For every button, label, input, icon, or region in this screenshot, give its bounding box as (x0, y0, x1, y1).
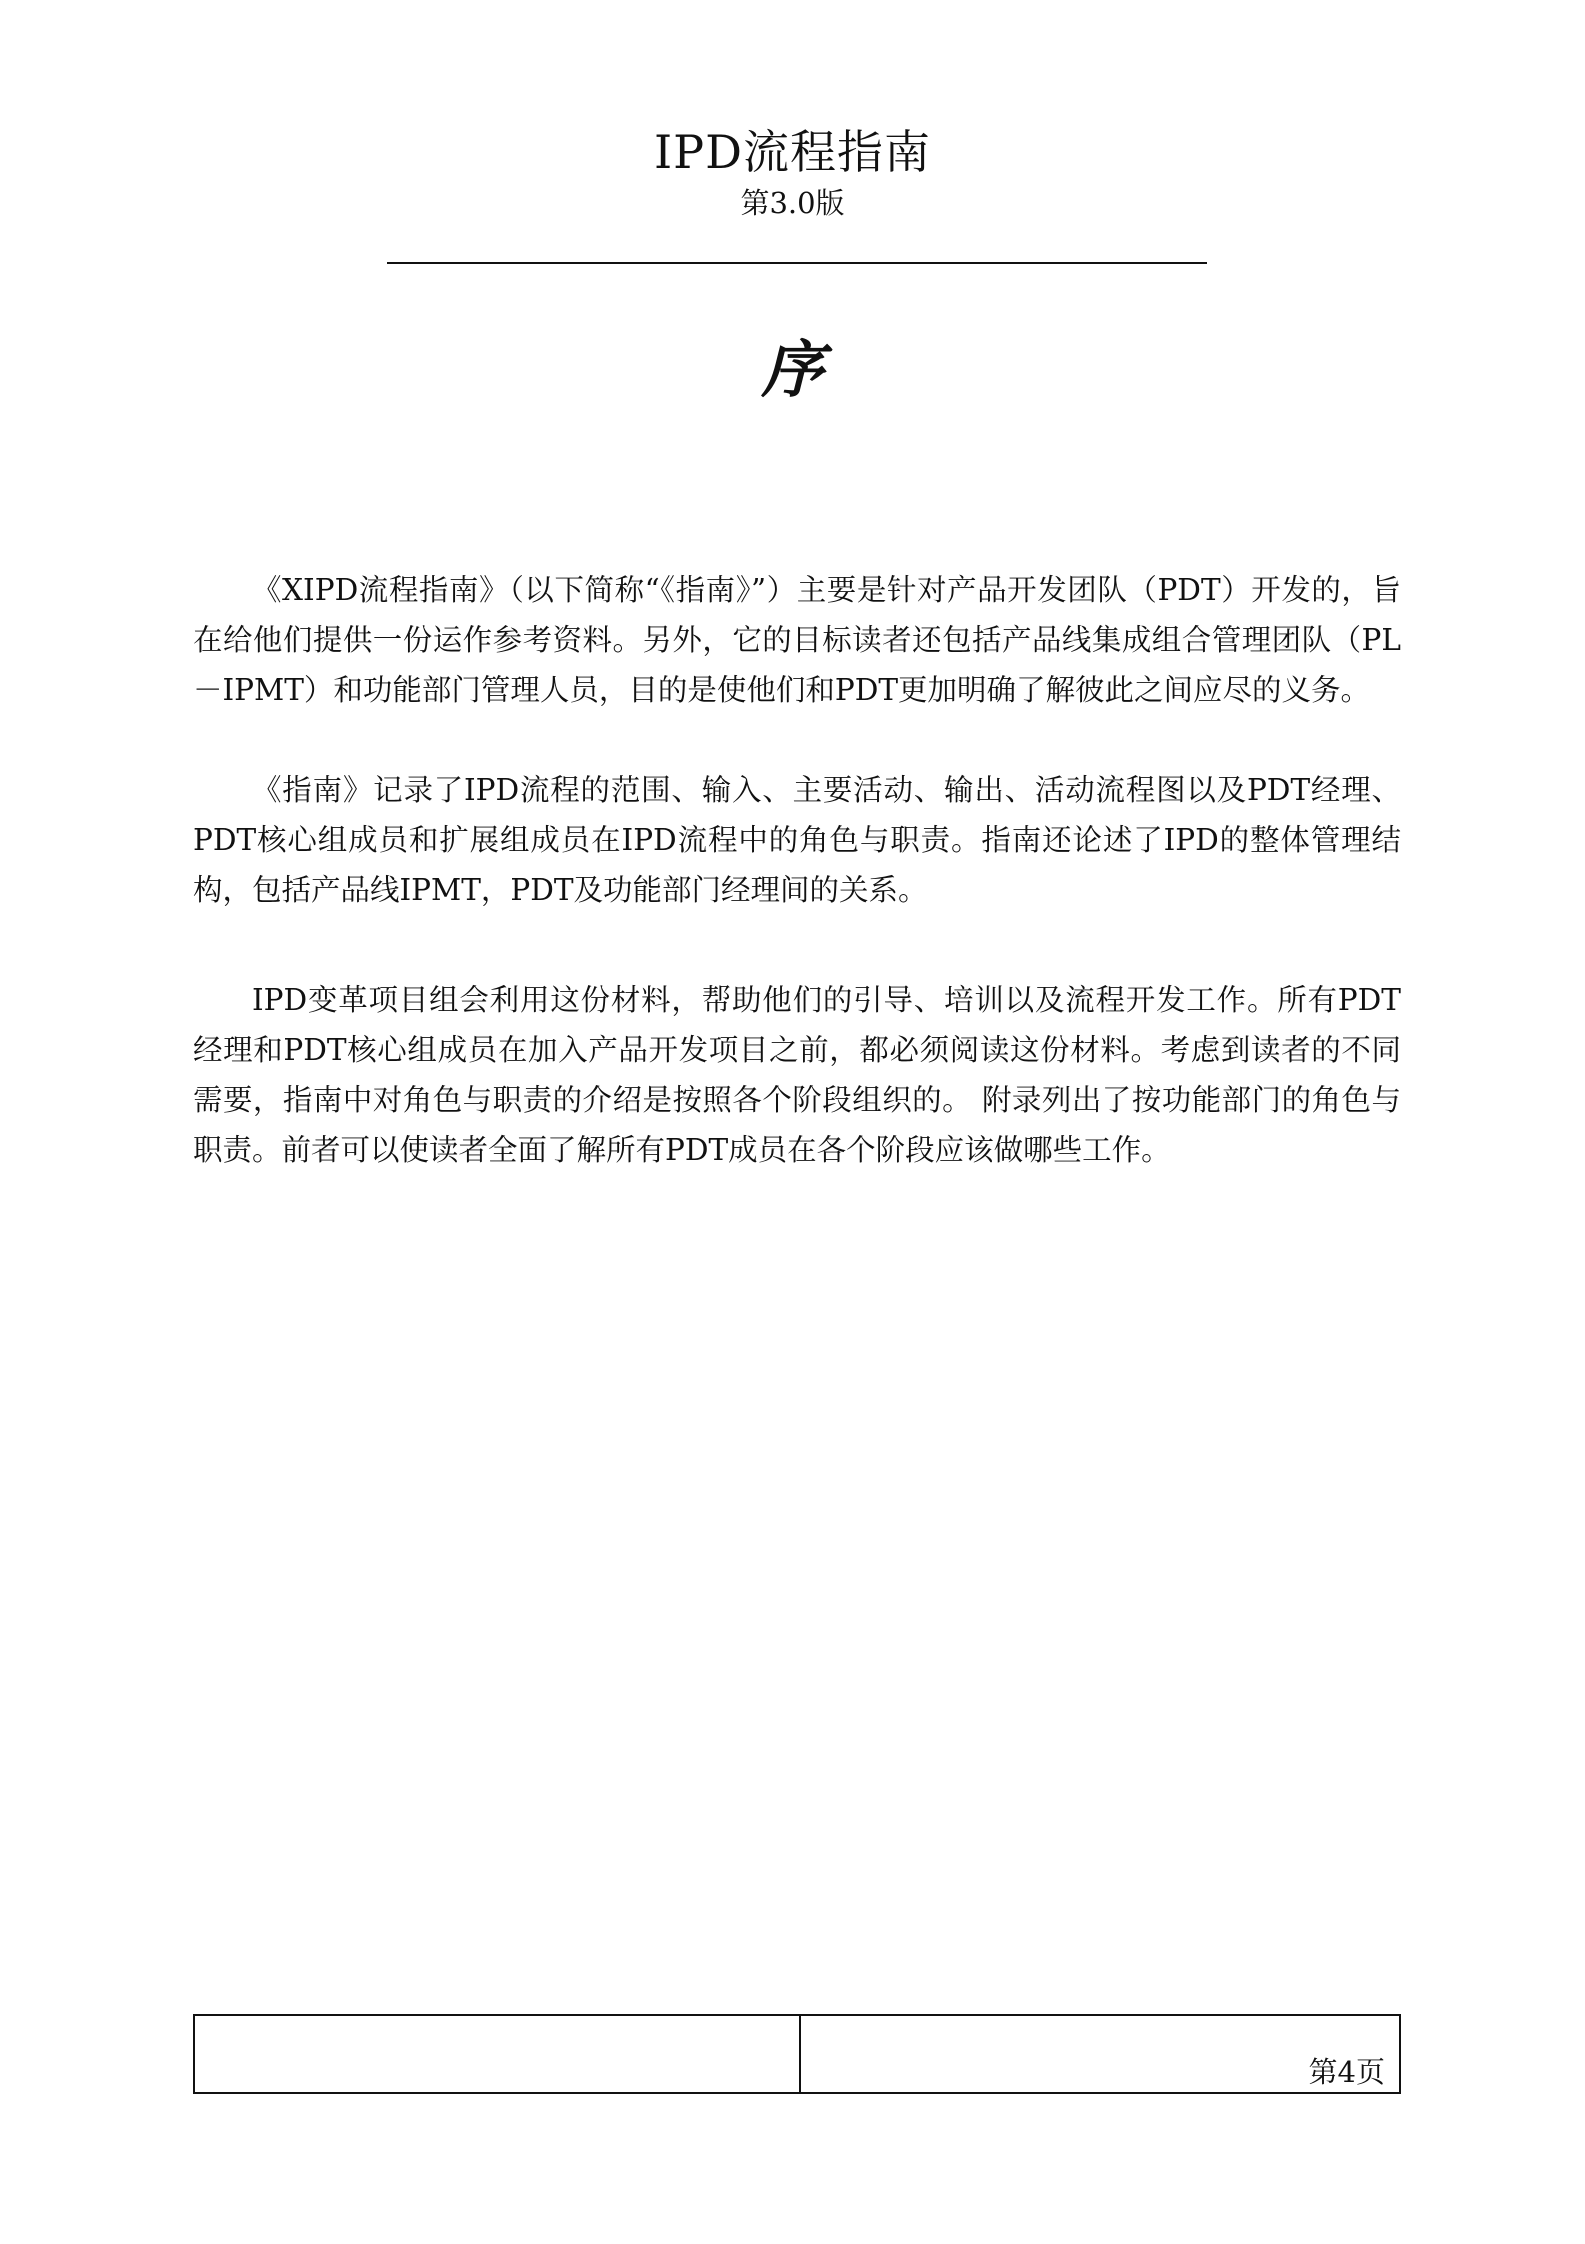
document-header (0, 122, 1585, 222)
footer-row (194, 2015, 1400, 2093)
footer-left-cell (194, 2015, 800, 2093)
section-heading: 序 (761, 333, 824, 406)
footer-right-cell (800, 2015, 1400, 2093)
header-divider (387, 262, 1207, 264)
body-text (193, 565, 1401, 1175)
document-title: IPD流程指南 (653, 125, 931, 179)
paragraph-1: 《XIPD流程指南》（以下简称“《指南》”）主要是针对产品开发团队（PDT）开发的，旨在给他们提供一份运作参考资料。另外，它的目标读者还包括产品线集成组合管理团队（PL－IPMT）和功能部门管理人员，目的是使他们和PDT更加明确了解彼此之间应尽的义务。 (193, 573, 1401, 707)
page-number: 第4页 (1308, 2055, 1385, 2089)
paragraph-2: 《指南》记录了IPD流程的范围、输入、主要活动、输出、活动流程图以及PDT经理、PDT核心组成员和扩展组成员在IPD流程中的角色与职责。指南还论述了IPD的整体管理结构，包括产品线IPMT，PDT及功能部门经理间的关系。 (193, 773, 1401, 907)
paragraph-3: IPD变革项目组会利用这份材料，帮助他们的引导、培训以及流程开发工作。所有PDT经理和PDT核心组成员在加入产品开发项目之前，都必须阅读这份材料。考虑到读者的不同需要，指南中对角色与职责的介绍是按照各个阶段组织的。 附录列出了按功能部门的角色与职责。前者可以使读者全面了解所有PDT成员在各个阶段应该做哪些工作。 (193, 983, 1401, 1167)
footer-table (193, 2014, 1401, 2094)
document-version: 第3.0版 (740, 186, 845, 220)
